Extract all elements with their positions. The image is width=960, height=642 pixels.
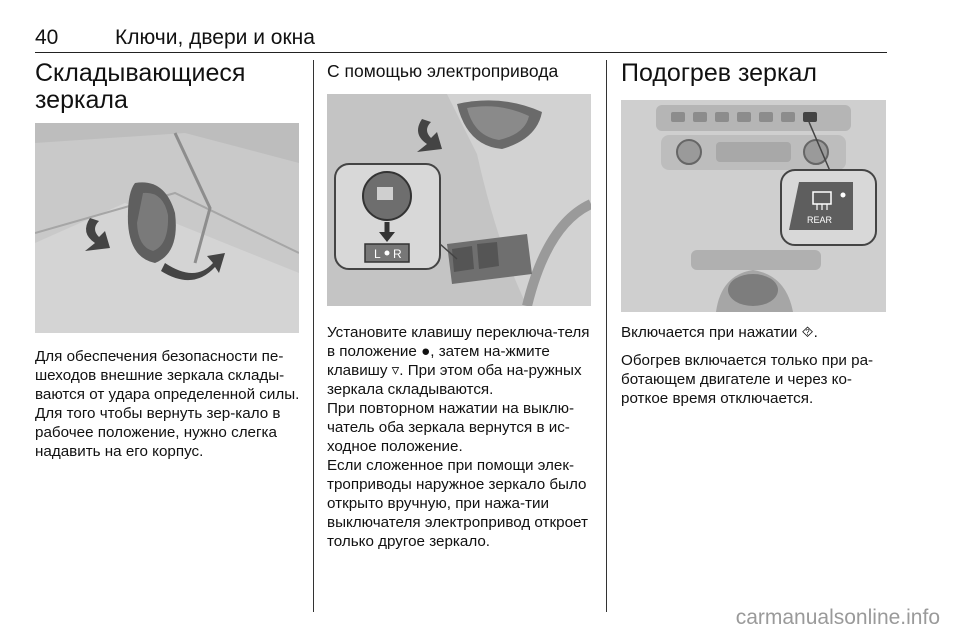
chapter-title: Ключи, двери и окна <box>115 26 315 49</box>
page-number: 40 <box>35 26 59 49</box>
switch-label-right: R <box>393 247 402 261</box>
body-text: Включается при нажатии ⯑. <box>621 324 818 341</box>
column-divider <box>313 60 314 612</box>
watermark: carmanualsonline.info <box>735 606 940 629</box>
door-switch-illustration <box>327 94 591 306</box>
body-text: Для обеспечения безопасности пе-шеходов внешние зеркала склады-ваются от удара определенной силы. Для того чтобы вернуть зер-кало в рабочее положение, нужно слегка надавить на его корпус. <box>35 348 300 460</box>
heating-button-illustration <box>621 100 886 312</box>
section-heading: Подогрев зеркал <box>621 59 817 87</box>
body-text: Обогрев включается только при ра-ботающем двигателе и через ко-роткое время отключается. <box>621 352 874 407</box>
heading-line: зеркала <box>35 86 128 114</box>
body-text: При повторном нажатии на выклю-чатель оба зеркала вернутся в ис-ходное положение. <box>327 400 575 455</box>
switch-label-left: L <box>374 247 381 261</box>
mirror-fold-illustration <box>35 123 299 333</box>
section-heading: С помощью электропривода <box>327 61 559 81</box>
section-heading <box>35 60 300 114</box>
heading-line: Складывающиеся <box>35 59 246 87</box>
column-divider <box>606 60 607 612</box>
column-mirror-heating <box>621 59 887 407</box>
column-electric-fold <box>327 60 592 550</box>
body-text: Установите клавишу переключа-теля в положение ●, затем на-жмите клавишу ▿. При этом оба на-ружных зеркала складываются. <box>327 324 590 398</box>
rear-button-label: REAR <box>807 215 833 225</box>
page-header <box>35 22 887 53</box>
body-text: Если сложенное при помощи элек-троприводы наружное зеркало было открыто вручную, при нажа-тии выключателя электропривод откроет только другое зеркало. <box>327 457 588 550</box>
column-folding-mirrors <box>35 59 300 460</box>
